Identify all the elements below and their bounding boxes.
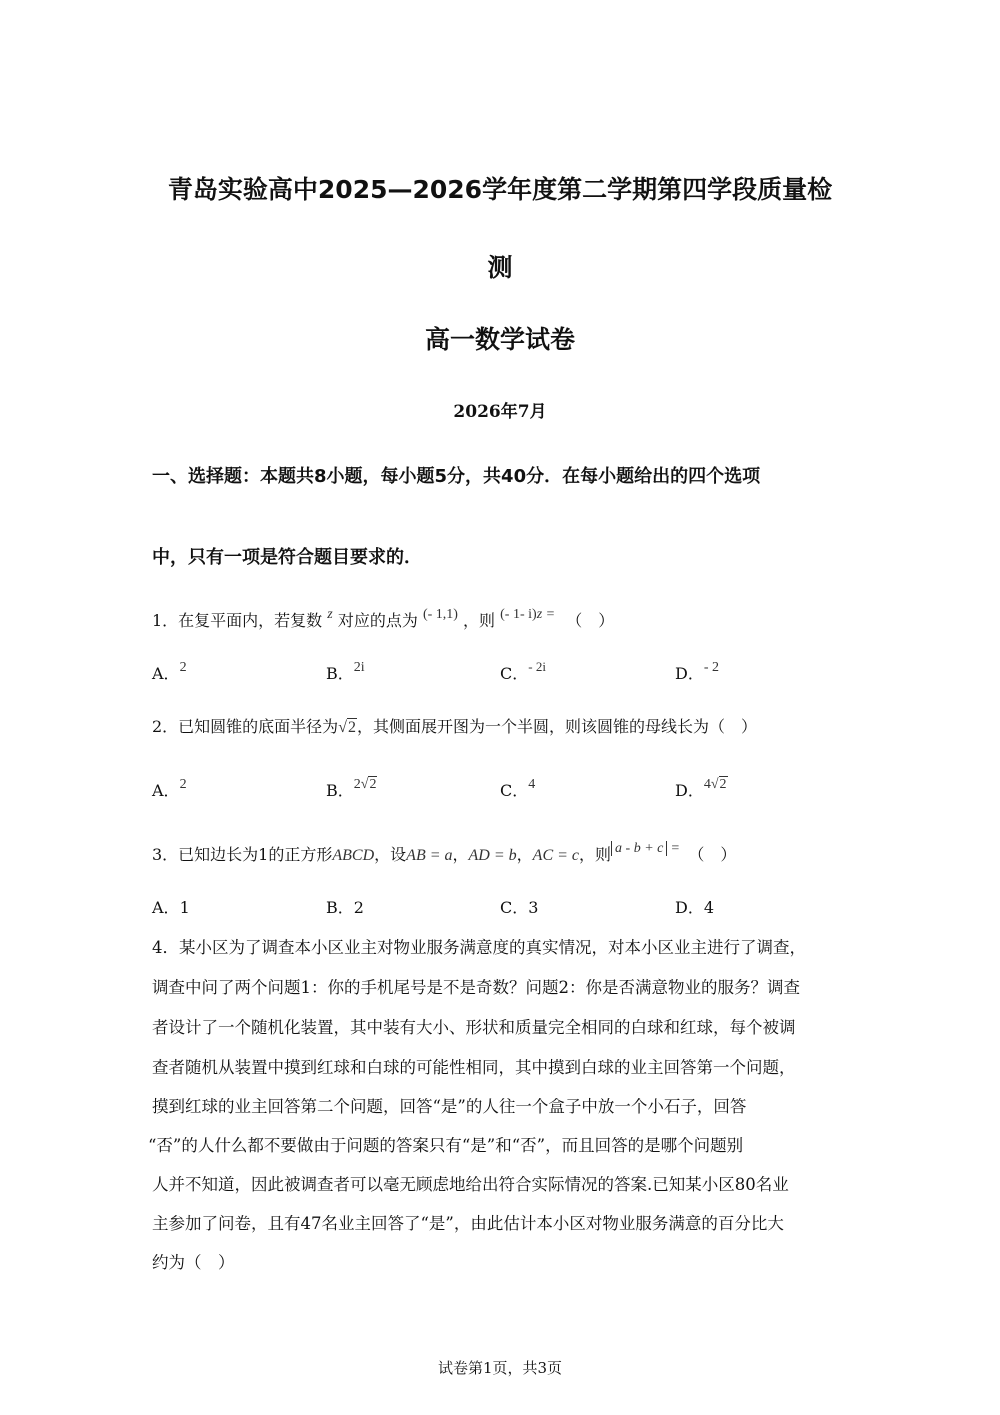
q3-text-2: ，设	[374, 845, 407, 864]
q2-option-a: A．2	[152, 777, 187, 800]
q4-line-5: 摸到红球的业主回答第二个问题，回答“是”的人往一个盒子中放一个小石子，回答	[152, 1097, 747, 1116]
q2-text-1: 2．已知圆锥的底面半径为	[152, 717, 339, 736]
section-heading-line1: 一、选择题：本题共8小题，每小题5分，共40分．在每小题给出的四个选项	[152, 466, 761, 487]
exam-title-line1: 青岛实验高中2025—2026学年度第二学期第四学段质量检	[167, 175, 833, 204]
q2-text-2: ，其侧面展开图为一个半圆，则该圆锥的母线长为（ ）	[356, 717, 757, 736]
q3-option-a: A．1	[152, 898, 190, 917]
q1-text-2: 对应的点为	[337, 611, 418, 630]
q4-line-2: 调查中问了两个问题1：你的手机尾号是不是奇数？问题2：你是否满意物业的服务？调查	[152, 978, 800, 997]
q2-option-d: D．4√2	[675, 777, 727, 800]
q4-line-8: 主参加了问卷，且有47名业主回答了“是”，由此估计本小区对物业服务满意的百分比大	[152, 1214, 784, 1233]
q3-ac: AC = c	[532, 847, 580, 864]
q1-expr-z: z =	[536, 607, 556, 622]
q3-abs-expr: a - b + c	[611, 841, 667, 856]
q3-text-3: ，则	[579, 845, 612, 864]
q1-paren: （ ）	[566, 611, 615, 630]
q4-line-4: 查者随机从装置中摸到红球和白球的可能性相同，其中摸到白球的业主回答第一个问题，	[152, 1058, 796, 1077]
q3-option-d: D．4	[675, 898, 715, 917]
question-3: 3．已知边长为1的正方形ABCD，设AB = a，AD = b，AC = c，则 a - b + c = （ ）	[152, 841, 737, 864]
q1-option-d: D．- 2	[675, 660, 720, 683]
q3-option-b: B．2	[326, 898, 364, 917]
q4-line-9: 约为（ ）	[152, 1253, 235, 1272]
question-1	[152, 608, 614, 631]
q1-expr: (- 1- i)	[500, 607, 537, 622]
q1-text-1: 1．在复平面内，若复数	[152, 611, 323, 630]
q3-option-c: C．3	[500, 898, 539, 917]
q1-z: z	[327, 607, 333, 622]
section-heading-line2: 中，只有一项是符合题目要求的．	[152, 547, 422, 568]
q1-option-b: B．2i	[326, 660, 365, 683]
exam-date: 2026年7月	[453, 402, 547, 422]
q3-square: ABCD	[332, 847, 375, 864]
q3-paren: （ ）	[688, 845, 737, 864]
exam-subtitle: 高一数学试卷	[424, 325, 575, 354]
q4-line-3: 者设计了一个随机化装置，其中装有大小、形状和质量完全相同的白球和红球，每个被调	[152, 1018, 796, 1037]
q3-ad: AD = b	[468, 847, 517, 864]
q1-option-c: C．$^{- 2i}$	[500, 659, 546, 683]
page-footer: 试卷第1页，共3页	[437, 1359, 563, 1377]
q4-line-1: 4．某小区为了调查本小区业主对物业服务满意度的真实情况，对本小区业主进行了调查，	[152, 938, 806, 957]
q2-option-b: B．2√2	[326, 777, 377, 800]
q4-line-6: “否”的人什么都不要做由于问题的答案只有“是”和“否”，而且回答的是哪个问题别	[148, 1136, 744, 1155]
q2-option-c: C．4	[500, 777, 536, 800]
q3-text-1: 3．已知边长为1的正方形	[152, 845, 333, 864]
q1-text-3: ，则	[463, 611, 496, 630]
q1-option-a: A．2	[152, 660, 187, 683]
q2-sqrt: √2	[338, 719, 356, 736]
q1-point: (- 1,1)	[422, 607, 458, 622]
question-2	[152, 714, 757, 737]
exam-title-line2: 测	[487, 253, 513, 282]
q3-ab: AB = a	[406, 847, 453, 864]
q4-line-7: 人并不知道，因此被调查者可以毫无顾虑地给出符合实际情况的答案.已知某小区80名业	[152, 1175, 789, 1194]
